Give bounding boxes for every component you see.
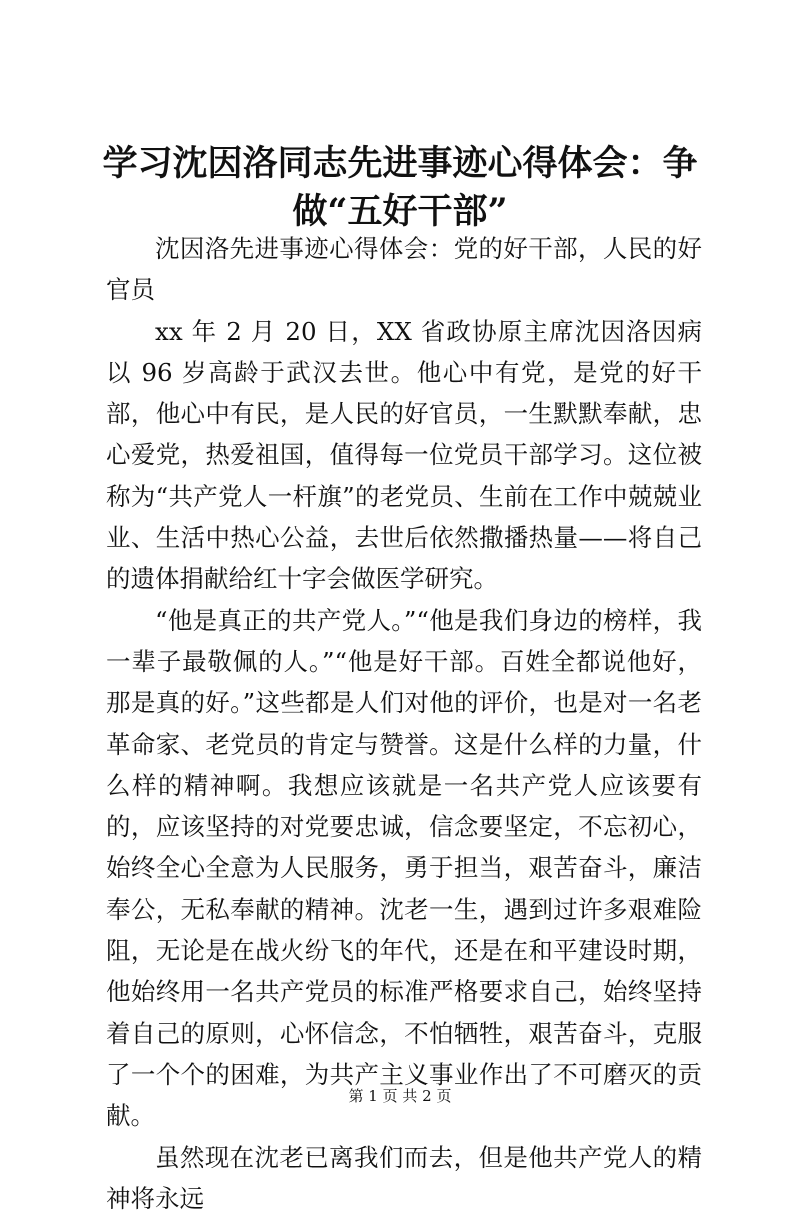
page-footer: 第 1 页 共 2 页 <box>348 1087 452 1105</box>
document-body <box>106 228 702 1219</box>
body-paragraph: 虽然现在沈老已离我们而去，但是他共产党人的精神将永远 <box>106 1142 702 1213</box>
body-paragraph: “他是真正的共产党人。”“他是我们身边的榜样，我一辈子最敬佩的人。”“他是好干部。百姓全都说他好，那是真的好。”这些都是人们对他的评价，也是对一名老革命家、老党员的肯定与赞誉。这是什么样的力量，什么样的精神啊。我想应该就是一名共产党人应该要有的，应该坚持的对党要忠诚，信念要坚定，不忘初心，始终全心全意为人民服务，勇于担当，艰苦奋斗，廉洁奉公，无私奉献的精神。沈老一生，遇到过许多艰难险阻，无论是在战火纷飞的年代，还是在和平建设时期，他始终用一名共产党员的标准严格要求自己，始终坚持着自己的原则，心怀信念，不怕牺牲，艰苦奋斗，克服了一个个的困难，为共产主义事业作出了不可磨灭的贡献。 <box>106 605 702 1131</box>
document-title: 学习沈因洛同志先进事迹心得体会：争做“五好干部” <box>102 143 698 232</box>
body-paragraph: xx 年 2 月 20 日，XX 省政协原主席沈因洛因病以 96 岁高龄于武汉去世。他心中有党，是党的好干部，他心中有民，是人民的好官员，一生默默奉献，忠心爱党，热爱祖国，值得每一位党员干部学习。这位被称为“共产党人一杆旗”的老党员、生前在工作中兢兢业业、生活中热心公益，去世后依然撒播热量——将自己的遗体捐献给红十字会做医学研究。 <box>106 316 702 594</box>
subtitle-paragraph: 沈因洛先进事迹心得体会：党的好干部，人民的好官员 <box>106 234 702 305</box>
